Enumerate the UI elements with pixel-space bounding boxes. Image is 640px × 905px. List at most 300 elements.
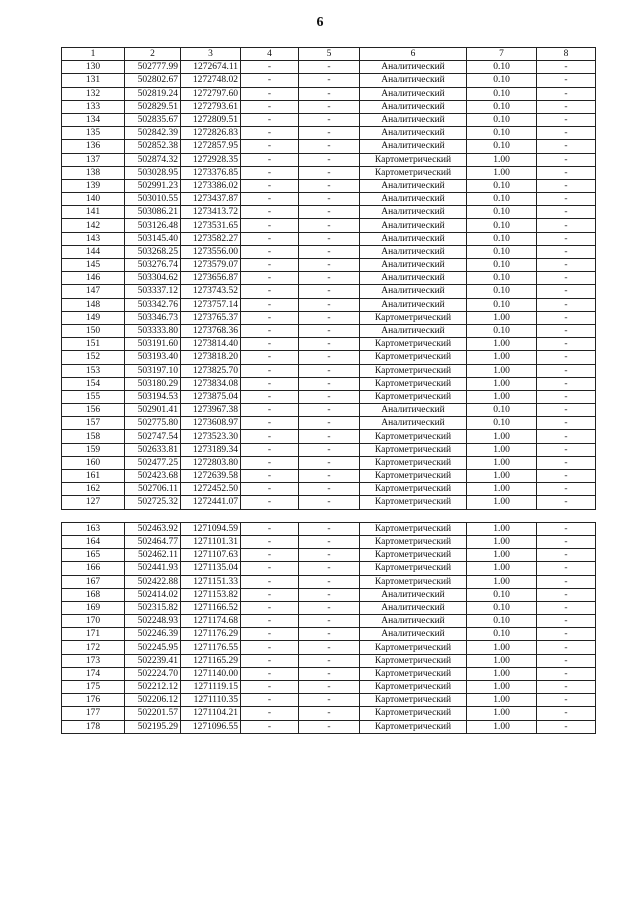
column-5-cell: - <box>299 601 360 614</box>
point-number-cell: 160 <box>62 456 125 469</box>
accuracy-cell: 0.10 <box>467 615 537 628</box>
method-cell: Аналитический <box>360 74 467 87</box>
column-4-cell: - <box>241 549 299 562</box>
point-number-cell: 143 <box>62 232 125 245</box>
point-number-cell: 164 <box>62 535 125 548</box>
y-coordinate-cell: 1273386.02 <box>181 179 241 192</box>
column-8-cell: - <box>537 496 596 509</box>
method-cell: Аналитический <box>360 259 467 272</box>
column-8-cell: - <box>537 193 596 206</box>
y-coordinate-cell: 1272797.60 <box>181 87 241 100</box>
column-8-cell: - <box>537 641 596 654</box>
column-5-cell: - <box>299 456 360 469</box>
column-8-cell: - <box>537 549 596 562</box>
column-8-cell: - <box>537 430 596 443</box>
accuracy-cell: 1.00 <box>467 390 537 403</box>
point-number-cell: 136 <box>62 140 125 153</box>
accuracy-cell: 0.10 <box>467 140 537 153</box>
column-5-cell: - <box>299 496 360 509</box>
column-8-cell: - <box>537 483 596 496</box>
y-coordinate-cell: 1271165.29 <box>181 654 241 667</box>
column-8-cell: - <box>537 179 596 192</box>
accuracy-cell: 1.00 <box>467 456 537 469</box>
column-5-cell: - <box>299 232 360 245</box>
x-coordinate-cell: 502819.24 <box>125 87 181 100</box>
method-cell: Картометрический <box>360 496 467 509</box>
column-5-cell: - <box>299 417 360 430</box>
column-4-cell: - <box>241 74 299 87</box>
column-header: 3 <box>181 48 241 61</box>
point-number-cell: 144 <box>62 245 125 258</box>
y-coordinate-cell: 1271101.31 <box>181 535 241 548</box>
y-coordinate-cell: 1273757.14 <box>181 298 241 311</box>
point-number-cell: 156 <box>62 404 125 417</box>
column-8-cell: - <box>537 153 596 166</box>
column-8-cell: - <box>537 470 596 483</box>
x-coordinate-cell: 502441.93 <box>125 562 181 575</box>
column-4-cell: - <box>241 285 299 298</box>
table-row <box>62 562 596 575</box>
table-row <box>62 245 596 258</box>
x-coordinate-cell: 502239.41 <box>125 654 181 667</box>
point-number-cell: 159 <box>62 443 125 456</box>
table-row <box>62 272 596 285</box>
table-row <box>62 259 596 272</box>
x-coordinate-cell: 502246.39 <box>125 628 181 641</box>
y-coordinate-cell: 1272803.80 <box>181 456 241 469</box>
accuracy-cell: 0.10 <box>467 417 537 430</box>
accuracy-cell: 0.10 <box>467 404 537 417</box>
x-coordinate-cell: 502315.82 <box>125 601 181 614</box>
y-coordinate-cell: 1271176.55 <box>181 641 241 654</box>
table-row <box>62 549 596 562</box>
y-coordinate-cell: 1273743.52 <box>181 285 241 298</box>
y-coordinate-cell: 1273523.30 <box>181 430 241 443</box>
x-coordinate-cell: 503346.73 <box>125 311 181 324</box>
table-row <box>62 628 596 641</box>
column-4-cell: - <box>241 153 299 166</box>
x-coordinate-cell: 502874.32 <box>125 153 181 166</box>
method-cell: Аналитический <box>360 324 467 337</box>
column-5-cell: - <box>299 245 360 258</box>
column-8-cell: - <box>537 351 596 364</box>
column-5-cell: - <box>299 74 360 87</box>
x-coordinate-cell: 502201.57 <box>125 707 181 720</box>
column-8-cell: - <box>537 272 596 285</box>
column-8-cell: - <box>537 113 596 126</box>
x-coordinate-cell: 502633.81 <box>125 443 181 456</box>
table-gap-row <box>62 509 596 522</box>
table-row <box>62 127 596 140</box>
x-coordinate-cell: 503086.21 <box>125 206 181 219</box>
table-row <box>62 113 596 126</box>
x-coordinate-cell: 503194.53 <box>125 390 181 403</box>
y-coordinate-cell: 1273818.20 <box>181 351 241 364</box>
column-4-cell: - <box>241 575 299 588</box>
table-row <box>62 575 596 588</box>
column-5-cell: - <box>299 113 360 126</box>
method-cell: Картометрический <box>360 338 467 351</box>
column-8-cell: - <box>537 285 596 298</box>
column-5-cell: - <box>299 153 360 166</box>
point-number-cell: 132 <box>62 87 125 100</box>
column-8-cell: - <box>537 535 596 548</box>
y-coordinate-cell: 1272826.83 <box>181 127 241 140</box>
column-4-cell: - <box>241 667 299 680</box>
method-cell: Картометрический <box>360 456 467 469</box>
column-4-cell: - <box>241 720 299 733</box>
y-coordinate-cell: 1273413.72 <box>181 206 241 219</box>
accuracy-cell: 0.10 <box>467 179 537 192</box>
y-coordinate-cell: 1273582.27 <box>181 232 241 245</box>
y-coordinate-cell: 1271140.00 <box>181 667 241 680</box>
table-row <box>62 61 596 74</box>
column-5-cell: - <box>299 707 360 720</box>
x-coordinate-cell: 503193.40 <box>125 351 181 364</box>
column-4-cell: - <box>241 338 299 351</box>
column-8-cell: - <box>537 601 596 614</box>
column-4-cell: - <box>241 430 299 443</box>
y-coordinate-cell: 1273189.34 <box>181 443 241 456</box>
accuracy-cell: 1.00 <box>467 430 537 443</box>
y-coordinate-cell: 1273376.85 <box>181 166 241 179</box>
column-8-cell: - <box>537 628 596 641</box>
column-4-cell: - <box>241 232 299 245</box>
column-4-cell: - <box>241 470 299 483</box>
column-4-cell: - <box>241 404 299 417</box>
accuracy-cell: 1.00 <box>467 470 537 483</box>
column-4-cell: - <box>241 272 299 285</box>
point-number-cell: 153 <box>62 364 125 377</box>
column-8-cell: - <box>537 575 596 588</box>
point-number-cell: 140 <box>62 193 125 206</box>
accuracy-cell: 0.10 <box>467 87 537 100</box>
point-number-cell: 145 <box>62 259 125 272</box>
table-row <box>62 496 596 509</box>
x-coordinate-cell: 502725.32 <box>125 496 181 509</box>
method-cell: Аналитический <box>360 245 467 258</box>
column-4-cell: - <box>241 456 299 469</box>
column-4-cell: - <box>241 562 299 575</box>
column-5-cell: - <box>299 667 360 680</box>
method-cell: Аналитический <box>360 206 467 219</box>
column-5-cell: - <box>299 324 360 337</box>
accuracy-cell: 1.00 <box>467 377 537 390</box>
column-header: 4 <box>241 48 299 61</box>
column-8-cell: - <box>537 390 596 403</box>
table-row <box>62 338 596 351</box>
y-coordinate-cell: 1273967.38 <box>181 404 241 417</box>
column-8-cell: - <box>537 364 596 377</box>
method-cell: Аналитический <box>360 404 467 417</box>
accuracy-cell: 0.10 <box>467 324 537 337</box>
method-cell: Аналитический <box>360 87 467 100</box>
accuracy-cell: 1.00 <box>467 351 537 364</box>
accuracy-cell: 1.00 <box>467 681 537 694</box>
x-coordinate-cell: 502747.54 <box>125 430 181 443</box>
table-row <box>62 443 596 456</box>
column-8-cell: - <box>537 615 596 628</box>
point-number-cell: 177 <box>62 707 125 720</box>
column-5-cell: - <box>299 390 360 403</box>
column-8-cell: - <box>537 720 596 733</box>
accuracy-cell: 1.00 <box>467 311 537 324</box>
method-cell: Аналитический <box>360 298 467 311</box>
column-4-cell: - <box>241 535 299 548</box>
method-cell: Аналитический <box>360 417 467 430</box>
accuracy-cell: 1.00 <box>467 562 537 575</box>
accuracy-cell: 1.00 <box>467 667 537 680</box>
y-coordinate-cell: 1271110.35 <box>181 694 241 707</box>
x-coordinate-cell: 503145.40 <box>125 232 181 245</box>
x-coordinate-cell: 502462.11 <box>125 549 181 562</box>
column-5-cell: - <box>299 575 360 588</box>
accuracy-cell: 0.10 <box>467 206 537 219</box>
page-number: 6 <box>316 15 324 30</box>
method-cell: Картометрический <box>360 470 467 483</box>
point-number-cell: 161 <box>62 470 125 483</box>
column-5-cell: - <box>299 628 360 641</box>
column-5-cell: - <box>299 298 360 311</box>
accuracy-cell: 1.00 <box>467 443 537 456</box>
y-coordinate-cell: 1273656.87 <box>181 272 241 285</box>
column-5-cell: - <box>299 549 360 562</box>
method-cell: Картометрический <box>360 522 467 535</box>
accuracy-cell: 0.10 <box>467 298 537 311</box>
table-row <box>62 694 596 707</box>
column-8-cell: - <box>537 219 596 232</box>
point-number-cell: 135 <box>62 127 125 140</box>
column-8-cell: - <box>537 232 596 245</box>
method-cell: Картометрический <box>360 311 467 324</box>
column-4-cell: - <box>241 298 299 311</box>
y-coordinate-cell: 1273531.65 <box>181 219 241 232</box>
y-coordinate-cell: 1272857.95 <box>181 140 241 153</box>
point-number-cell: 142 <box>62 219 125 232</box>
table-row <box>62 654 596 667</box>
point-number-cell: 168 <box>62 588 125 601</box>
accuracy-cell: 1.00 <box>467 338 537 351</box>
column-4-cell: - <box>241 100 299 113</box>
column-8-cell: - <box>537 456 596 469</box>
column-5-cell: - <box>299 562 360 575</box>
column-4-cell: - <box>241 641 299 654</box>
table-row <box>62 364 596 377</box>
table-row <box>62 179 596 192</box>
method-cell: Картометрический <box>360 535 467 548</box>
x-coordinate-cell: 503333.80 <box>125 324 181 337</box>
method-cell: Аналитический <box>360 588 467 601</box>
point-number-cell: 175 <box>62 681 125 694</box>
method-cell: Картометрический <box>360 430 467 443</box>
y-coordinate-cell: 1273608.97 <box>181 417 241 430</box>
y-coordinate-cell: 1271166.52 <box>181 601 241 614</box>
column-4-cell: - <box>241 615 299 628</box>
column-5-cell: - <box>299 615 360 628</box>
table-row <box>62 430 596 443</box>
table-row <box>62 456 596 469</box>
table-row <box>62 298 596 311</box>
method-cell: Картометрический <box>360 166 467 179</box>
column-5-cell: - <box>299 430 360 443</box>
accuracy-cell: 1.00 <box>467 166 537 179</box>
column-4-cell: - <box>241 707 299 720</box>
y-coordinate-cell: 1271104.21 <box>181 707 241 720</box>
accuracy-cell: 0.10 <box>467 100 537 113</box>
table-row <box>62 404 596 417</box>
method-cell: Аналитический <box>360 601 467 614</box>
accuracy-cell: 1.00 <box>467 522 537 535</box>
method-cell: Картометрический <box>360 390 467 403</box>
column-header: 6 <box>360 48 467 61</box>
table-row <box>62 707 596 720</box>
column-5-cell: - <box>299 522 360 535</box>
y-coordinate-cell: 1273765.37 <box>181 311 241 324</box>
method-cell: Аналитический <box>360 100 467 113</box>
coordinates-table <box>61 47 596 734</box>
table-row <box>62 87 596 100</box>
x-coordinate-cell: 503028.95 <box>125 166 181 179</box>
column-4-cell: - <box>241 681 299 694</box>
table-row <box>62 166 596 179</box>
method-cell: Аналитический <box>360 113 467 126</box>
column-4-cell: - <box>241 87 299 100</box>
point-number-cell: 147 <box>62 285 125 298</box>
x-coordinate-cell: 503304.62 <box>125 272 181 285</box>
method-cell: Аналитический <box>360 61 467 74</box>
x-coordinate-cell: 502224.70 <box>125 667 181 680</box>
column-5-cell: - <box>299 364 360 377</box>
x-coordinate-cell: 502212.12 <box>125 681 181 694</box>
column-5-cell: - <box>299 193 360 206</box>
column-8-cell: - <box>537 87 596 100</box>
method-cell: Картометрический <box>360 694 467 707</box>
y-coordinate-cell: 1271094.59 <box>181 522 241 535</box>
column-8-cell: - <box>537 140 596 153</box>
column-4-cell: - <box>241 324 299 337</box>
y-coordinate-cell: 1273768.36 <box>181 324 241 337</box>
column-8-cell: - <box>537 311 596 324</box>
table-row <box>62 601 596 614</box>
column-8-cell: - <box>537 377 596 390</box>
accuracy-cell: 1.00 <box>467 496 537 509</box>
column-8-cell: - <box>537 298 596 311</box>
method-cell: Аналитический <box>360 285 467 298</box>
y-coordinate-cell: 1271151.33 <box>181 575 241 588</box>
point-number-cell: 169 <box>62 601 125 614</box>
table-row <box>62 377 596 390</box>
point-number-cell: 173 <box>62 654 125 667</box>
accuracy-cell: 0.10 <box>467 232 537 245</box>
point-number-cell: 146 <box>62 272 125 285</box>
column-5-cell: - <box>299 285 360 298</box>
x-coordinate-cell: 502195.29 <box>125 720 181 733</box>
x-coordinate-cell: 502842.39 <box>125 127 181 140</box>
point-number-cell: 138 <box>62 166 125 179</box>
point-number-cell: 134 <box>62 113 125 126</box>
table-header-row <box>62 48 596 61</box>
accuracy-cell: 1.00 <box>467 549 537 562</box>
y-coordinate-cell: 1271153.82 <box>181 588 241 601</box>
column-4-cell: - <box>241 113 299 126</box>
column-5-cell: - <box>299 641 360 654</box>
table-row <box>62 535 596 548</box>
column-4-cell: - <box>241 417 299 430</box>
y-coordinate-cell: 1271096.55 <box>181 720 241 733</box>
x-coordinate-cell: 502777.99 <box>125 61 181 74</box>
column-8-cell: - <box>537 206 596 219</box>
y-coordinate-cell: 1273579.07 <box>181 259 241 272</box>
accuracy-cell: 0.10 <box>467 61 537 74</box>
column-5-cell: - <box>299 681 360 694</box>
column-header: 2 <box>125 48 181 61</box>
column-5-cell: - <box>299 140 360 153</box>
y-coordinate-cell: 1273834.08 <box>181 377 241 390</box>
x-coordinate-cell: 503180.29 <box>125 377 181 390</box>
column-4-cell: - <box>241 127 299 140</box>
table-row <box>62 285 596 298</box>
point-number-cell: 130 <box>62 61 125 74</box>
point-number-cell: 152 <box>62 351 125 364</box>
method-cell: Аналитический <box>360 628 467 641</box>
method-cell: Картометрический <box>360 549 467 562</box>
method-cell: Аналитический <box>360 127 467 140</box>
point-number-cell: 127 <box>62 496 125 509</box>
y-coordinate-cell: 1272441.07 <box>181 496 241 509</box>
column-4-cell: - <box>241 443 299 456</box>
column-4-cell: - <box>241 522 299 535</box>
x-coordinate-cell: 503342.76 <box>125 298 181 311</box>
point-number-cell: 139 <box>62 179 125 192</box>
accuracy-cell: 0.10 <box>467 285 537 298</box>
method-cell: Аналитический <box>360 179 467 192</box>
x-coordinate-cell: 502775.80 <box>125 417 181 430</box>
y-coordinate-cell: 1273875.04 <box>181 390 241 403</box>
column-5-cell: - <box>299 720 360 733</box>
method-cell: Картометрический <box>360 153 467 166</box>
x-coordinate-cell: 502901.41 <box>125 404 181 417</box>
method-cell: Аналитический <box>360 272 467 285</box>
y-coordinate-cell: 1271174.68 <box>181 615 241 628</box>
x-coordinate-cell: 503276.74 <box>125 259 181 272</box>
column-5-cell: - <box>299 179 360 192</box>
column-4-cell: - <box>241 601 299 614</box>
y-coordinate-cell: 1273825.70 <box>181 364 241 377</box>
column-5-cell: - <box>299 377 360 390</box>
point-number-cell: 174 <box>62 667 125 680</box>
accuracy-cell: 0.10 <box>467 245 537 258</box>
column-8-cell: - <box>537 681 596 694</box>
column-5-cell: - <box>299 588 360 601</box>
column-8-cell: - <box>537 100 596 113</box>
column-header: 7 <box>467 48 537 61</box>
column-4-cell: - <box>241 311 299 324</box>
y-coordinate-cell: 1272748.02 <box>181 74 241 87</box>
column-8-cell: - <box>537 404 596 417</box>
y-coordinate-cell: 1272793.61 <box>181 100 241 113</box>
y-coordinate-cell: 1272928.35 <box>181 153 241 166</box>
column-4-cell: - <box>241 166 299 179</box>
accuracy-cell: 0.10 <box>467 127 537 140</box>
table-row <box>62 615 596 628</box>
y-coordinate-cell: 1273814.40 <box>181 338 241 351</box>
column-8-cell: - <box>537 443 596 456</box>
column-5-cell: - <box>299 470 360 483</box>
point-number-cell: 148 <box>62 298 125 311</box>
column-5-cell: - <box>299 694 360 707</box>
method-cell: Картометрический <box>360 575 467 588</box>
x-coordinate-cell: 502852.38 <box>125 140 181 153</box>
